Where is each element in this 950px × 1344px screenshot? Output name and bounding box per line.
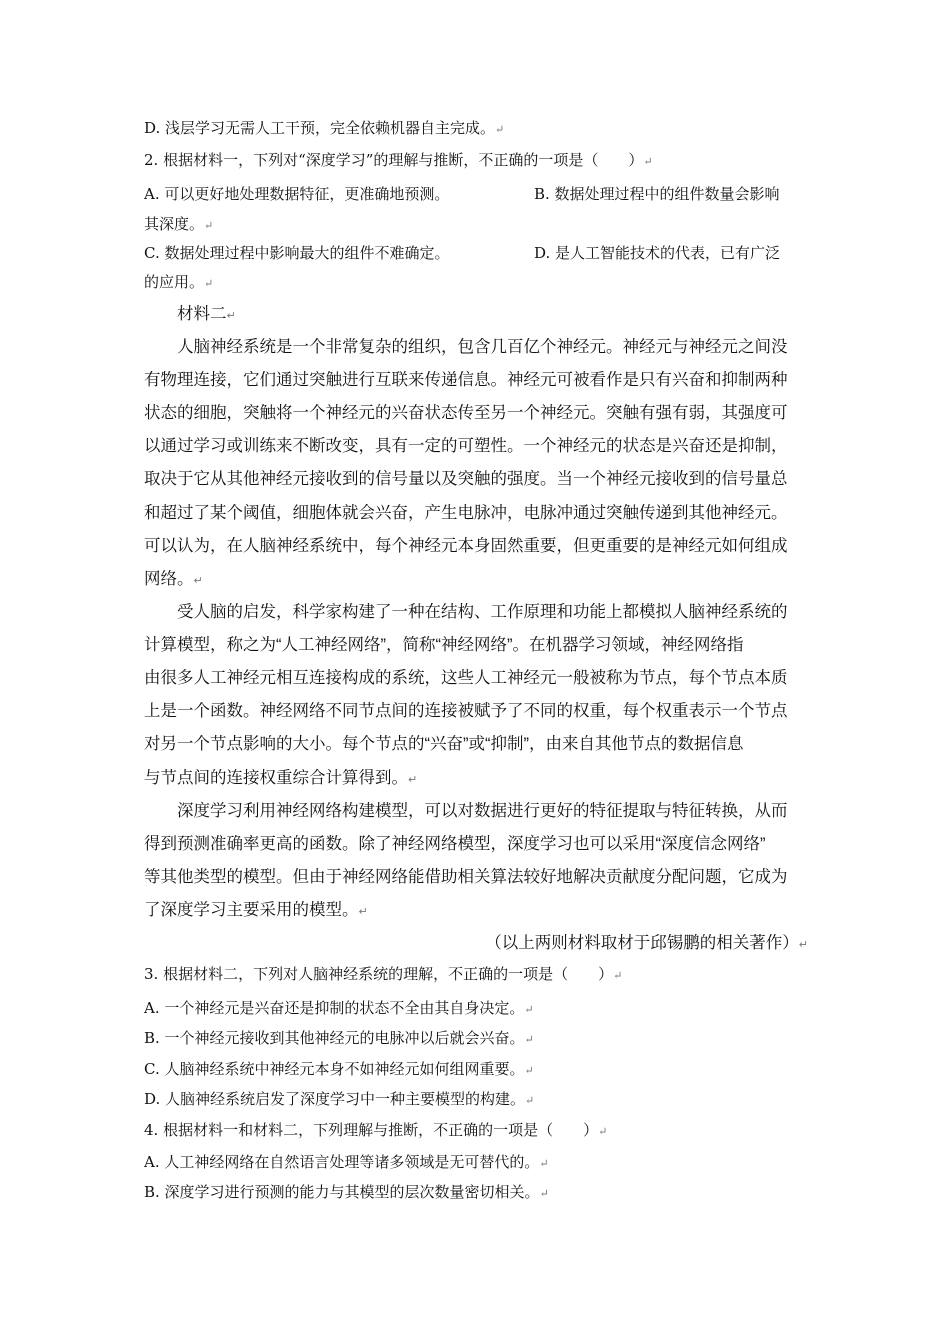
q4-option-b: B. 深度学习进行预测的能力与其模型的层次数量密切相关。↵ <box>144 1183 549 1201</box>
paragraph-line: 和超过了某个阈值，细胞体就会兴奋，产生电脉冲，电脉冲通过突触传递到其他神经元。 <box>144 504 788 522</box>
material-source: （以上两则材料取材于邱锡鹏的相关著作）↵ <box>485 934 808 952</box>
paragraph-line: 以通过学习或训练来不断改变，具有一定的可塑性。一个神经元的状态是兴奋还是抑制， <box>144 437 788 455</box>
paragraph-line: 得到预测准确率更高的函数。除了神经网络模型，深度学习也可以采用“深度信念网络” <box>144 835 766 853</box>
q2-option-c: C. 数据处理过程中影响最大的组件不难确定。 <box>144 244 450 262</box>
material2-heading: 材料二↵ <box>177 305 236 323</box>
q2-option-a: A. 可以更好地处理数据特征，更准确地预测。 <box>144 185 450 203</box>
paragraph-line: 深度学习利用神经网络构建模型，可以对数据进行更好的特征提取与特征转换，从而 <box>177 802 788 820</box>
paragraph-line: 受人脑的启发，科学家构建了一种在结构、工作原理和功能上都模拟人脑神经系统的 <box>177 603 788 621</box>
q2-option-b-cont: 其深度。↵ <box>144 215 214 233</box>
q2-option-d: D. 是人工智能技术的代表，已有广泛 <box>534 244 781 262</box>
q3-option-b: B. 一个神经元接收到其他神经元的电脉冲以后就会兴奋。↵ <box>144 1029 534 1047</box>
q3-stem: 3. 根据材料二，下列对人脑神经系统的理解，不正确的一项是（ ）↵ <box>144 965 623 983</box>
q3-option-c: C. 人脑神经系统中神经元本身不如神经元如何组网重要。↵ <box>144 1060 534 1078</box>
q4-option-a: A. 人工神经网络在自然语言处理等诸多领域是无可替代的。↵ <box>144 1153 549 1171</box>
paragraph-line: 对另一个节点影响的大小。每个节点的“兴奋”或“抑制”，由来自其他节点的数据信息 <box>144 735 744 753</box>
paragraph-line: 状态的细胞，突触将一个神经元的兴奋状态传至另一个神经元。突触有强有弱，其强度可 <box>144 404 788 422</box>
q2-option-d-cont: 的应用。↵ <box>144 273 214 291</box>
paragraph-line: 与节点间的连接权重综合计算得到。↵ <box>144 769 418 787</box>
paragraph-line: 网络。↵ <box>144 570 203 588</box>
q2-option-b: B. 数据处理过程中的组件数量会影响 <box>534 185 780 203</box>
paragraph-line: 由很多人工神经元相互连接构成的系统，这些人工神经元一般被称为节点，每个节点本质 <box>144 669 788 687</box>
paragraph-line: 上是一个函数。神经网络不同节点间的连接被赋予了不同的权重，每个权重表示一个节点 <box>144 702 788 720</box>
q1-option-d: D. 浅层学习无需人工干预，完全依赖机器自主完成。↵ <box>144 119 505 137</box>
paragraph-line: 人脑神经系统是一个非常复杂的组织，包含几百亿个神经元。神经元与神经元之间没 <box>177 338 788 356</box>
paragraph-line: 可以认为，在人脑神经系统中，每个神经元本身固然重要，但更重要的是神经元如何组成 <box>144 537 788 555</box>
paragraph-line: 计算模型，称之为“人工神经网络”，简称“神经网络”。在机器学习领域，神经网络指 <box>144 636 744 654</box>
paragraph-line: 了深度学习主要采用的模型。↵ <box>144 901 368 919</box>
paragraph-line: 等其他类型的模型。但由于神经网络能借助相关算法较好地解决贡献度分配问题，它成为 <box>144 868 788 886</box>
q3-option-a: A. 一个神经元是兴奋还是抑制的状态不全由其自身决定。↵ <box>144 999 534 1017</box>
q4-stem: 4. 根据材料一和材料二，下列理解与推断，不正确的一项是（ ）↵ <box>144 1121 608 1139</box>
q2-stem: 2. 根据材料一，下列对“深度学习”的理解与推断，不正确的一项是（ ）↵ <box>144 151 653 169</box>
paragraph-line: 有物理连接，它们通过突触进行互联来传递信息。神经元可被看作是只有兴奋和抑制两种 <box>144 371 788 389</box>
q3-option-d: D. 人脑神经系统启发了深度学习中一种主要模型的构建。↵ <box>144 1090 535 1108</box>
paragraph-line: 取决于它从其他神经元接收到的信号量以及突触的强度。当一个神经元接收到的信号量总 <box>144 470 788 488</box>
